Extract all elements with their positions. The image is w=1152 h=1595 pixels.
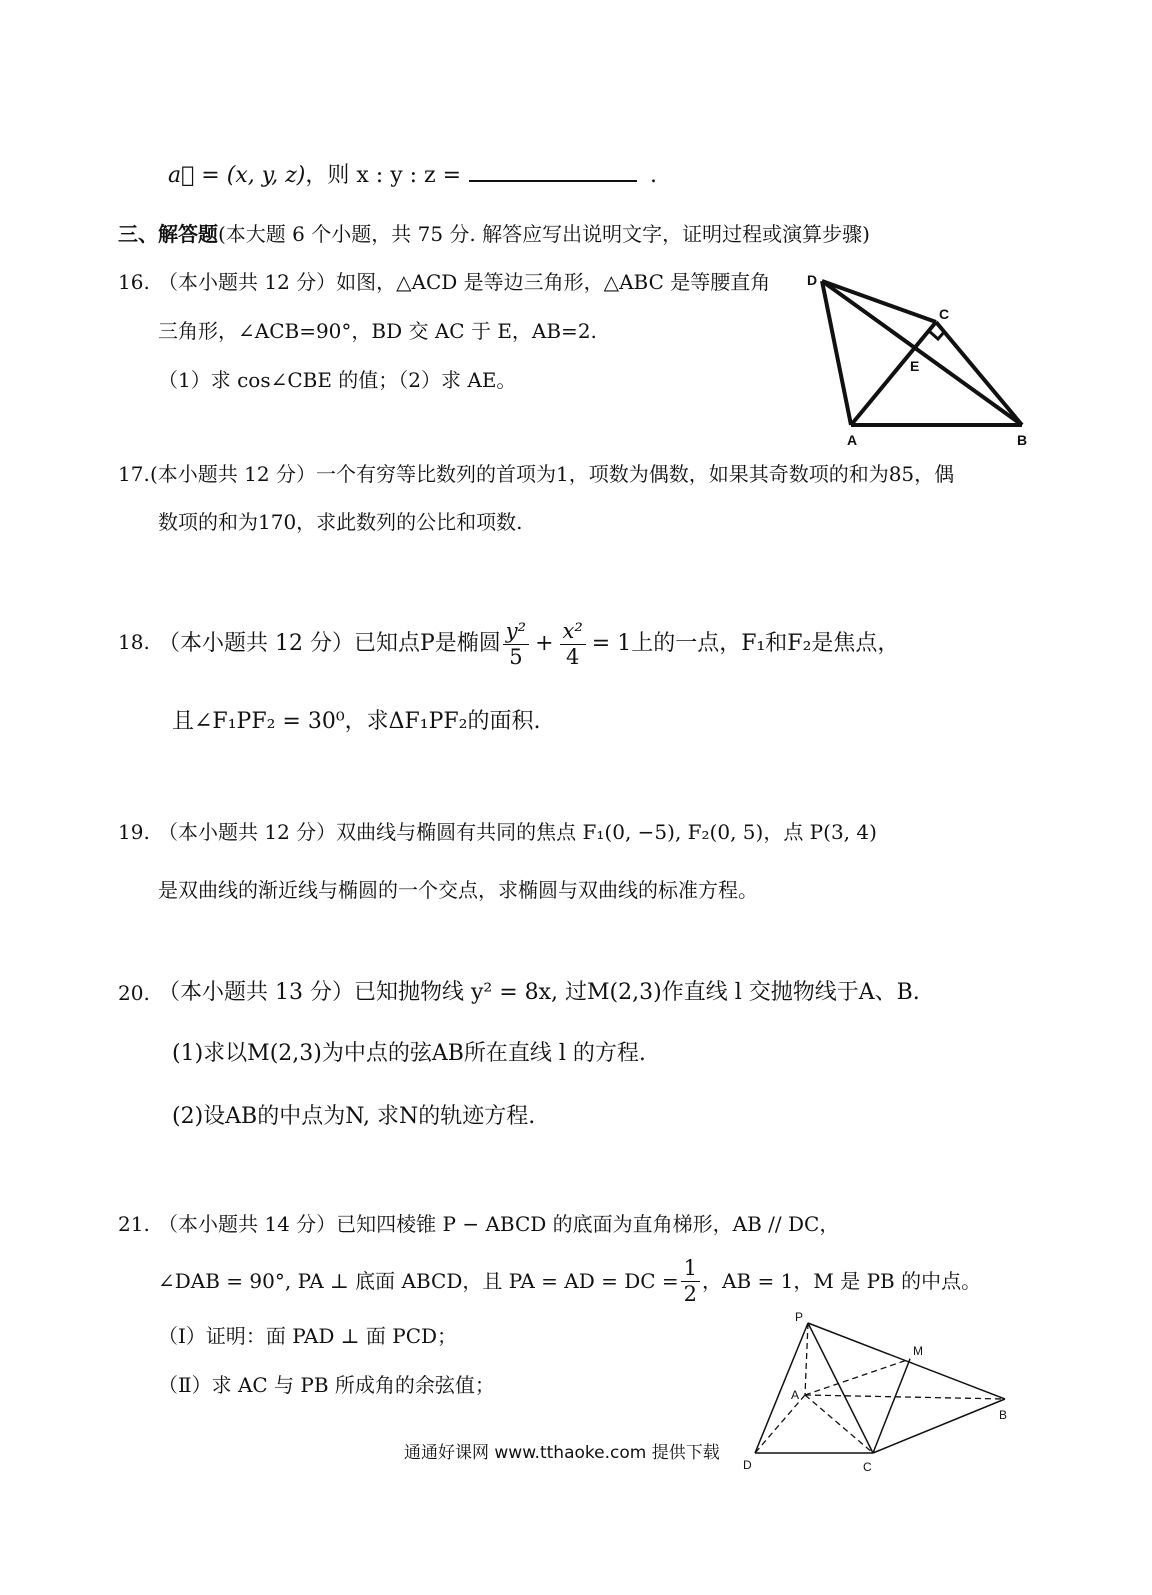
q21-line2-post: ，AB = 1，M 是 PB 的中点。 [702, 1269, 982, 1293]
edge-CB [873, 1399, 1008, 1453]
q18-number: 18. [118, 630, 150, 654]
q21-figure [735, 1305, 1025, 1480]
ellipse-frac-x [560, 619, 586, 668]
label-P: P [795, 1310, 804, 1324]
hidden-edge-AB [805, 1395, 1005, 1399]
q18-post: = 1上的一点，F₁和F₂是焦点， [591, 631, 900, 656]
q20-number: 20. [118, 981, 150, 1005]
vector-expression: a⃗ = (x, y, z) [168, 163, 306, 188]
hidden-edge-AM [805, 1359, 910, 1395]
q16-line1: （本小题共 12 分）如图，△ACD 是等边三角形，△ABC 是等腰直角 [158, 270, 771, 294]
segment-DC [822, 281, 936, 322]
right-angle-mark [929, 331, 945, 339]
segment-DA [822, 281, 851, 425]
q21-line1: （本小题共 14 分）已知四棱锥 P − ABCD 的底面为直角梯形，AB // DC， [158, 1212, 840, 1236]
plus-sign: + [535, 631, 554, 656]
label-B: B [999, 1408, 1008, 1422]
frac-y-denominator: 5 [509, 644, 523, 669]
q17-line2: 数项的和为170，求此数列的公比和项数. [158, 510, 523, 534]
q16-figure [795, 265, 1045, 455]
edge-CM [873, 1359, 910, 1453]
q20-part1: (1)求以M(2,3)为中点的弦AB所在直线 l 的方程. [172, 1041, 646, 1066]
q18-line2: 且∠F₁PF₂ = 30⁰，求ΔF₁PF₂的面积. [172, 709, 541, 734]
hidden-edge-AD [755, 1395, 805, 1453]
q18-line1 [158, 614, 899, 674]
label-E: E [910, 358, 920, 374]
frac-y-numerator: y² [503, 619, 529, 644]
q17-number: 17. [118, 462, 150, 486]
frac-x-numerator: x² [560, 619, 586, 644]
q19-line2: 是双曲线的渐近线与椭圆的一个交点，求椭圆与双曲线的标准方程。 [158, 878, 758, 902]
q19-line1: （本小题共 12 分）双曲线与椭圆有共同的焦点 F₁(0, −5), F₂(0, 5)，点 P(3, 4) [158, 820, 877, 844]
edge-PD [755, 1323, 808, 1453]
q16-number: 16. [118, 270, 150, 294]
edge-PB [808, 1323, 1005, 1399]
q17-line1: (本小题共 12 分）一个有穷等比数列的首项为1，项数为偶数，如果其奇数项的和为85，偶 [150, 462, 955, 486]
q20-line1: （本小题共 13 分）已知抛物线 y² = 8x, 过M(2,3)作直线 l 交抛物线于A、B. [158, 980, 920, 1005]
q21-part1: （Ⅰ）证明：面 PAD ⊥ 面 PCD； [158, 1324, 458, 1348]
answer-blank[interactable] [469, 162, 637, 182]
segment-AC [851, 322, 936, 425]
segment-DB [822, 281, 1022, 425]
label-C: C [939, 306, 950, 322]
q18-pre: （本小题共 12 分）已知点P是椭圆 [158, 631, 501, 656]
section-note: (本大题 6 个小题，共 75 分. 解答应写出说明文字，证明过程或演算步骤) [218, 222, 870, 246]
q21-line2 [158, 1251, 981, 1311]
label-D: D [807, 272, 818, 288]
ellipse-frac-y [503, 619, 529, 668]
vector-ratio-line [168, 162, 657, 187]
footer-credit: 通通好课网 www.tthaoke.com 提供下载 [404, 1443, 720, 1463]
hidden-edge-PA [805, 1323, 808, 1395]
hidden-edge-AC [805, 1395, 873, 1453]
half-numerator: 1 [681, 1256, 700, 1281]
label-C: C [863, 1460, 872, 1474]
q20-part2: (2)设AB的中点为N, 求N的轨迹方程. [172, 1104, 536, 1129]
section-heading [118, 224, 870, 244]
frac-x-denominator: 4 [565, 644, 580, 669]
q21-line2-pre: ∠DAB = 90°, PA ⊥ 底面 ABCD，且 PA = AD = DC = [158, 1269, 679, 1293]
line-end: . [643, 163, 658, 188]
label-A: A [791, 1388, 800, 1402]
label-A: A [847, 432, 858, 448]
q21-part2: （Ⅱ）求 AC 与 PB 所成角的余弦值； [158, 1373, 495, 1397]
half-denominator: 2 [683, 1281, 698, 1306]
half-fraction [681, 1256, 700, 1305]
q19-number: 19. [118, 820, 150, 844]
label-M: M [913, 1344, 923, 1358]
ratio-expression: ，则 x : y : z = [305, 163, 462, 188]
q21-number: 21. [118, 1212, 150, 1236]
section-title: 三、解答题 [118, 222, 218, 246]
label-D: D [743, 1458, 752, 1472]
label-B: B [1017, 432, 1028, 448]
edge-PC [808, 1323, 873, 1453]
q16-line3: （1）求 cos∠CBE 的值；（2）求 AE。 [158, 368, 517, 392]
q16-line2: 三角形，∠ACB=90°，BD 交 AC 于 E，AB=2. [158, 319, 597, 343]
